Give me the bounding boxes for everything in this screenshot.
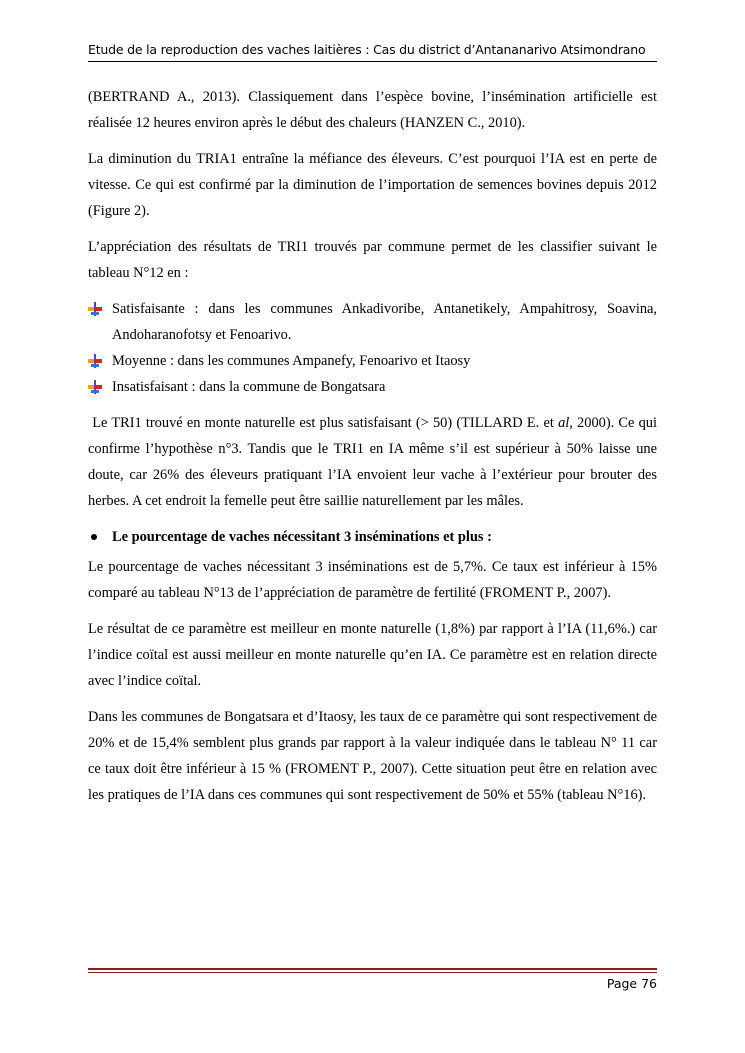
paragraph-1: (BERTRAND A., 2013). Classiquement dans l’espèce bovine, l’insémination artificielle est réalisée 12 heures environ après le début des chaleurs (HANZEN C., 2010). xyxy=(88,89,657,131)
bullet-text: Moyenne : dans les communes Ampanefy, Fenoarivo et Itaosy xyxy=(112,353,471,369)
section-heading xyxy=(88,524,657,550)
list-item xyxy=(88,348,657,374)
classification-list xyxy=(88,296,657,400)
bullet-text: Insatisfaisant : dans la commune de Bongatsara xyxy=(112,379,386,395)
flag-bullet-icon xyxy=(88,380,102,394)
header-rule xyxy=(88,61,657,62)
paragraph-4 xyxy=(88,410,657,514)
list-item xyxy=(88,374,657,400)
paragraph-3: L’appréciation des résultats de TRI1 trouvés par commune permet de les classifier suivant le tableau N°12 en : xyxy=(88,239,657,281)
flag-bullet-icon xyxy=(88,302,102,316)
page-number: Page 76 xyxy=(606,976,657,991)
bullet-text: Satisfaisante : dans les communes Ankadivoribe, Antanetikely, Ampahitrosy, Soavina, Andoharanofotsy et Fenoarivo. xyxy=(112,301,657,343)
paragraph-4-italic: al xyxy=(558,415,570,431)
paragraph-5: Le pourcentage de vaches nécessitant 3 inséminations est de 5,7%. Ce taux est inférieur à 15% comparé au tableau N°13 de l’appréciation de paramètre de fertilité (FROMENT P., 2007). xyxy=(88,559,657,601)
flag-bullet-icon xyxy=(88,354,102,368)
list-item xyxy=(88,296,657,348)
disc-bullet-icon xyxy=(91,534,97,540)
paragraph-2: La diminution du TRIA1 entraîne la méfiance des éleveurs. C’est pourquoi l’IA est en perte de vitesse. Ce qui est confirmé par la diminution de l’importation de semences bovines depuis 2012 (Figure 2). xyxy=(88,151,657,219)
paragraph-4-part-b: , 2000). Ce qui confirme l’hypothèse n°3. Tandis que le TRI1 en IA même s’il est supérieur à 50% laisse une doute, car 26% des éleveurs pratiquant l’IA envoient leur vache à l’extérieur pour brouter des herbes. A cet endroit la femelle peut être saillie naturellement par les mâles. xyxy=(88,415,658,509)
running-header: Etude de la reproduction des vaches laitières : Cas du district d’Antananarivo Atsimondrano xyxy=(88,42,646,57)
paragraph-7: Dans les communes de Bongatsara et d’Itaosy, les taux de ce paramètre qui sont respectivement de 20% et de 15,4% semblent plus grands par rapport à la valeur indiquée dans le tableau N° 11 car ce taux doit être inférieur à 15 % (FROMENT P., 2007). Cette situation peut être en relation avec les pratiques de l’IA dans ces communes qui sont respectivement de 50% et 55% (tableau N°16). xyxy=(88,709,657,803)
paragraph-6: Le résultat de ce paramètre est meilleur en monte naturelle (1,8%) par rapport à l’IA (11,6%.) car l’indice coïtal est aussi meilleur en monte naturelle qu’en IA. Ce paramètre est en relation directe avec l’indice coïtal. xyxy=(88,621,657,689)
section-heading-text: Le pourcentage de vaches nécessitant 3 inséminations et plus : xyxy=(112,529,492,545)
page-body xyxy=(88,84,657,818)
paragraph-4-part-a: Le TRI1 trouvé en monte naturelle est plus satisfaisant (> 50) (TILLARD E. et xyxy=(92,415,559,431)
footer-rule-thin xyxy=(88,972,657,973)
footer-rule xyxy=(88,968,657,970)
